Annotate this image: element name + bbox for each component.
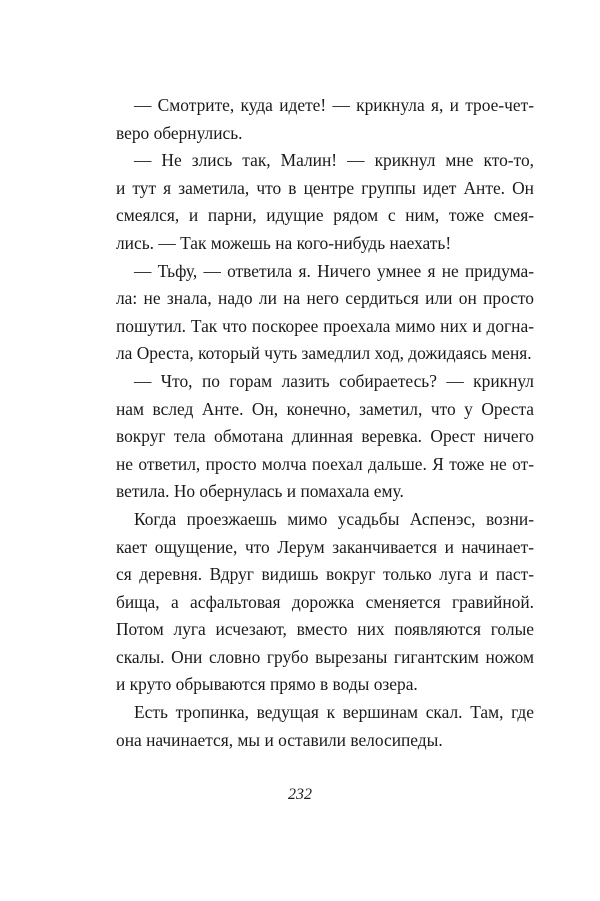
text-line: скалы. Они словно грубо вырезаны гигантским ножом (116, 646, 534, 667)
text-line: Когда проезжаешь мимо усадьбы Аспенэс, возни- (134, 508, 534, 529)
text-line: веро обернулись. (116, 122, 243, 143)
paragraph (116, 368, 534, 506)
text-line: кает ощущение, что Лерум заканчивается и начинает- (116, 536, 534, 557)
text-line: не ответил, просто молча поехал дальше. Я тоже не от- (116, 453, 534, 474)
text-line: смеялся, и парни, идущие рядом с ним, тоже смея- (116, 205, 534, 226)
text-line: ветила. Но обернулась и помахала ему. (116, 481, 404, 502)
text-line: лись. — Так можешь на кого-нибудь наехать! (116, 232, 452, 253)
text-line: — Что, по горам лазить собираетесь? — крикнул (134, 370, 534, 391)
text-line: ся деревня. Вдруг видишь вокруг только луга и паст- (116, 564, 534, 585)
text-line: — Тьфу, — ответила я. Ничего умнее я не придума- (134, 260, 534, 281)
text-line: пошутил. Так что поскорее проехала мимо них и догна- (116, 315, 534, 336)
text-line: она начинается, мы и оставили велосипеды. (116, 729, 443, 750)
text-line: Потом луга исчезают, вместо них появляются голые (116, 619, 534, 640)
paragraph (116, 147, 534, 257)
text-line: нам вслед Анте. Он, конечно, заметил, что у Ореста (116, 398, 534, 419)
text-line: вокруг тела обмотана длинная веревка. Орест ничего (116, 426, 534, 447)
text-line: — Смотрите, куда идете! — крикнула я, и трое-чет- (134, 95, 534, 115)
paragraph (116, 258, 534, 368)
text-line: бища, а асфальтовая дорожка сменяется гравийной. (116, 591, 534, 612)
page-number: 232 (288, 786, 312, 803)
text-line: — Не злись так, Малин! — крикнул мне кто-то, (134, 150, 534, 171)
text-line: Есть тропинка, ведущая к вершинам скал. Там, где (134, 702, 534, 723)
paragraph (116, 92, 534, 147)
paragraph (116, 699, 534, 754)
text-line: и тут я заметила, что в центре группы идет Анте. Он (116, 177, 534, 198)
paragraph (116, 506, 534, 699)
text-line: ла Ореста, который чуть замедлил ход, дожидаясь меня. (116, 343, 532, 364)
text-line: ла: не знала, надо ли на него сердиться или он просто (116, 288, 534, 309)
text-line: и круто обрываются прямо в воды озера. (116, 674, 418, 695)
body-text (116, 92, 534, 754)
